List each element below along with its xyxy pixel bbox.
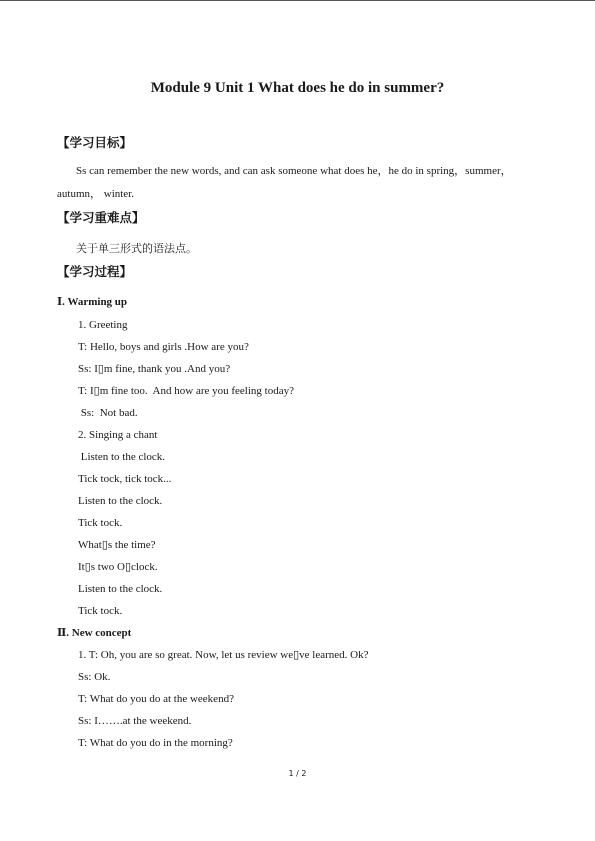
chant-line: Tick tock, tick tock... [78,473,172,485]
dialogue-line: T: What do you do at the weekend? [78,693,234,705]
process-heading: 【学习过程】 [57,264,133,279]
objectives-text: Ss can remember the new words, and can ask someone what does he，he do in spring，summer， autumn， winter. [57,165,512,200]
chant-line: Tick tock. [78,517,123,529]
page-title: Module 9 Unit 1 What does he do in summer? [150,80,445,96]
dialogue-line: Ss: Ok. [78,671,111,683]
page-number: 1 / 2 [288,769,307,778]
dialogue-line: 1. T: Oh, you are so great. Now, let us review we▯ve learned. Ok? [78,649,369,661]
dialogue-line: Ss: I▯m fine, thank you .And you? [78,363,231,375]
dialogue-line: T: What do you do in the morning? [78,737,233,749]
new-concept-heading: Ⅱ. New concept [57,627,132,639]
chant-line: What▯s the time? [78,539,156,551]
objectives-heading: 【学习目标】 [57,135,133,150]
dialogue-line: 1. Greeting [78,319,128,331]
top-rule [0,0,595,1]
chant-line: Listen to the clock. [78,451,166,463]
chant-line: It▯s two O▯clock. [78,561,158,573]
chant-line: Listen to the clock. [78,495,163,507]
dialogue-line: T: Hello, boys and girls .How are you? [78,341,249,353]
dialogue-line: 2. Singing a chant [78,429,158,441]
dialogue-line: T: I▯m fine too. And how are you feeling today? [78,385,294,397]
dialogue-line: Ss: Not bad. [78,407,138,419]
dialogue-line: Ss: I…….at the weekend. [78,715,192,727]
key-points-heading: 【学习重难点】 [57,210,145,225]
chant-line: Listen to the clock. [78,583,163,595]
key-points-text: 关于单三形式的语法点。 [76,242,197,255]
chant-line: Tick tock. [78,605,123,617]
warming-up-heading: Ⅰ. Warming up [57,296,128,308]
